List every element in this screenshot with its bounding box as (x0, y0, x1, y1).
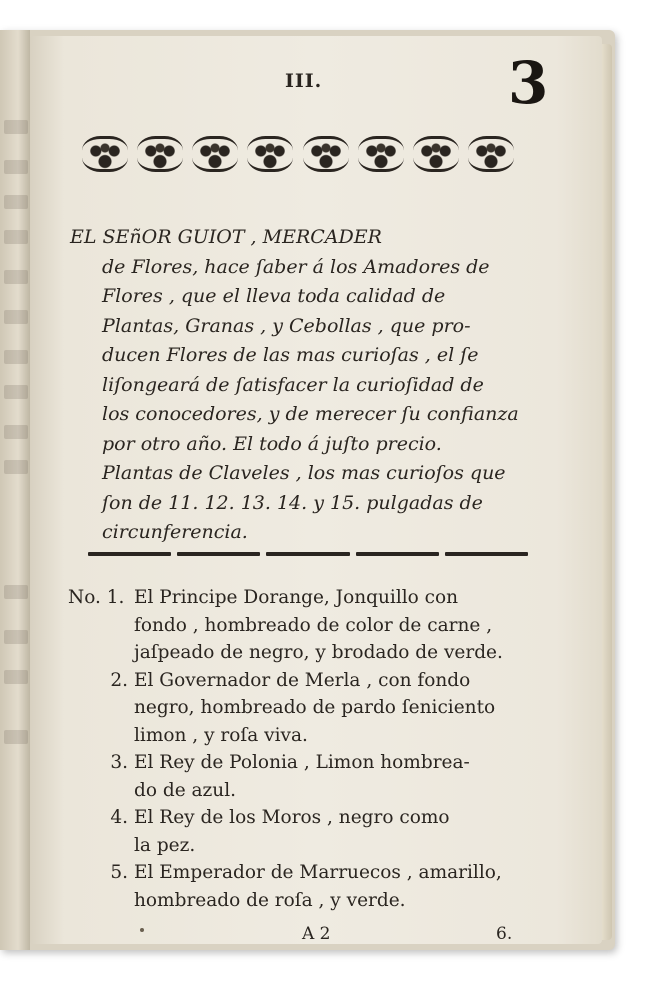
intro-line: Plantas, Granas , y Cebollas , que pro- (102, 314, 471, 337)
entry-number: 3. (110, 752, 128, 773)
intro-line: circunferencia. (102, 521, 248, 543)
entry-line: El Emperador de Marruecos , amarillo, (134, 862, 502, 883)
ink-speck (140, 928, 144, 932)
entry-line: El Principe Dorange, Jonquillo con (134, 587, 459, 608)
intro-paragraph (70, 223, 540, 548)
intro-line: por otro año. El todo á juſto precio. (102, 432, 442, 455)
page-header: III. (285, 70, 323, 92)
catalogue-entry (68, 749, 548, 804)
headpiece-ornament (82, 134, 514, 174)
handwritten-folio-number: 3 (508, 49, 549, 117)
entry-line: fondo , hombreado de color de carne , (134, 614, 493, 636)
entry-number: 4. (110, 807, 128, 828)
intro-line: de Flores, hace ſaber á los Amadores de (102, 255, 490, 278)
entry-number: 5. (110, 862, 128, 883)
book-page (30, 36, 602, 944)
page-edge (602, 44, 612, 940)
intro-line: ducen Flores de las mas curioſas , el ſe (102, 344, 479, 366)
catalogue-entry (68, 859, 548, 914)
entry-line: jaſpeado de negro, y brodado de verde. (134, 642, 503, 663)
entry-line: El Governador de Merla , con fondo (134, 669, 471, 691)
entry-line: do de azul. (134, 779, 237, 801)
carnation-catalogue (68, 584, 548, 914)
facing-page-edge (0, 30, 30, 950)
entry-line: la pez. (134, 834, 196, 856)
entry-number: No. 1. (68, 587, 125, 608)
entry-number: 2. (110, 669, 128, 691)
catalogue-entry (68, 584, 548, 667)
catchword: 6. (496, 924, 513, 944)
entry-line: limon , y roſa viva. (134, 724, 308, 746)
section-divider-rule (88, 550, 528, 558)
intro-line: los conocedores, y de merecer ſu confianza (102, 403, 519, 425)
book (0, 30, 615, 950)
intro-line: EL SEñOR GUIOT , MERCADER (70, 226, 382, 248)
intro-line: Flores , que el lleva toda calidad de (102, 285, 446, 307)
entry-line: negro, hombreado de pardo ſeniciento (134, 697, 496, 718)
catalogue-entry (68, 667, 548, 750)
catalogue-entry (68, 804, 548, 859)
entry-line: El Rey de los Moros , negro como (134, 807, 450, 828)
intro-line: liſongeará de ſatisfacer la curioſidad de (102, 373, 484, 396)
intro-line: Plantas de Claveles , los mas curioſos que (102, 462, 506, 484)
entry-line: hombreado de roſa , y verde. (134, 889, 406, 911)
intro-line: ſon de 11. 12. 13. 14. y 15. pulgadas de (102, 491, 483, 514)
signature-mark: A 2 (302, 924, 331, 944)
entry-line: El Rey de Polonia , Limon hombrea- (134, 752, 470, 773)
